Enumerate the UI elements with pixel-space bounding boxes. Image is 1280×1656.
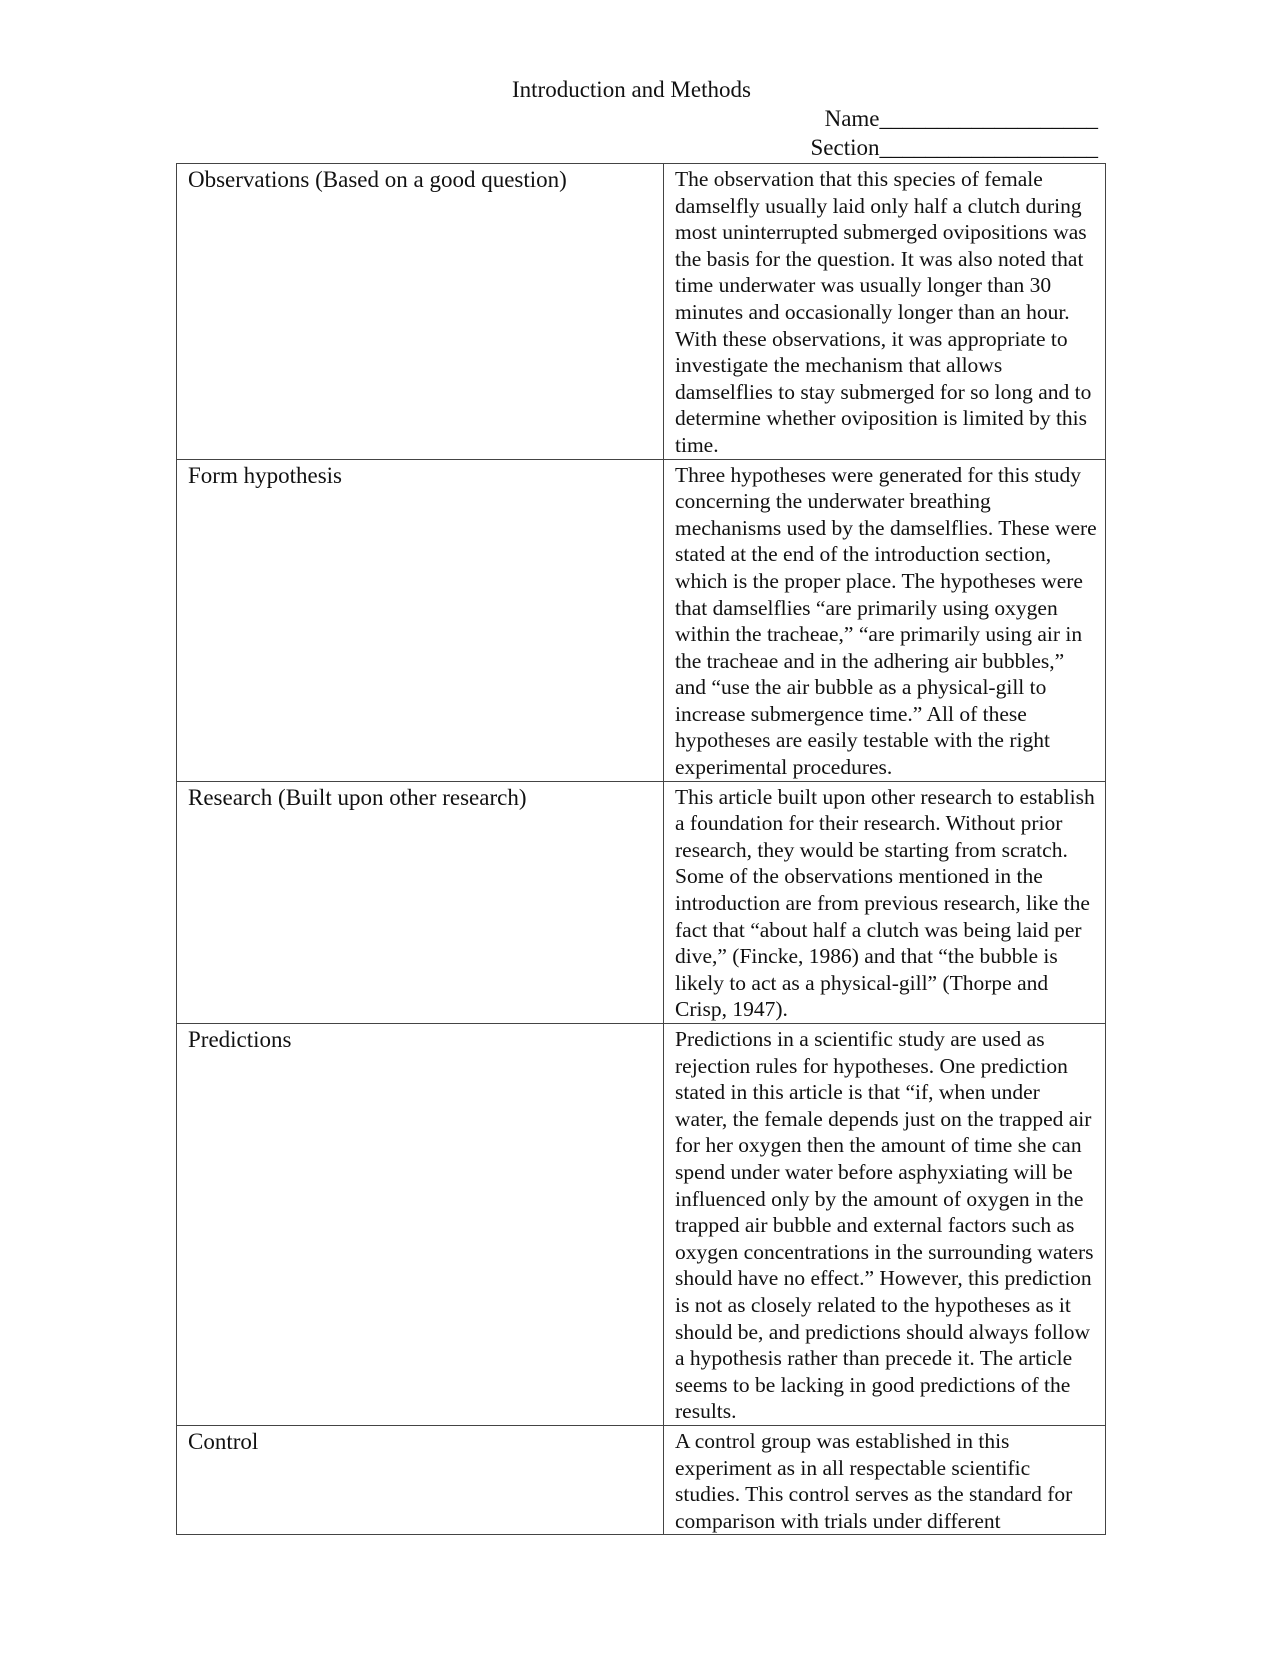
table-row-research: [177, 781, 1106, 1023]
row-label: Observations (Based on a good question): [177, 164, 664, 460]
row-label: Research (Built upon other research): [177, 781, 664, 1023]
table-row-control: [177, 1425, 1106, 1534]
table-row-predictions: [177, 1024, 1106, 1426]
row-content: Predictions in a scientific study are used as rejection rules for hypotheses. One prediction stated in this article is that “if, when under water, the female depends just on the trapped air for her oxygen then the amount of time she can spend under water before asphyxiating will be influenced only by the amount of oxygen in the trapped air bubble and external factors such as oxygen concentrations in the surrounding waters should have no effect.” However, this prediction is not as closely related to the hypotheses as it should be, and predictions should always follow a hypothesis rather than precede it. The article seems to be lacking in good predictions of the results.: [664, 1024, 1106, 1426]
row-label: Control: [177, 1425, 664, 1534]
row-label: Form hypothesis: [177, 459, 664, 781]
worksheet-table: [176, 163, 1106, 1535]
name-field-label: Name___________________: [824, 106, 1098, 131]
section-field-label: Section___________________: [810, 135, 1098, 160]
table-row-hypothesis: [177, 459, 1106, 781]
row-content: A control group was established in this experiment as in all respectable scientific studies. This control serves as the standard for comparison with trials under different: [664, 1425, 1106, 1534]
row-label: Predictions: [177, 1024, 664, 1426]
table-row-observations: [177, 164, 1106, 460]
page-title: Introduction and Methods: [512, 77, 751, 102]
row-content: The observation that this species of female damselfly usually laid only half a clutch during most uninterrupted submerged ovipositions was the basis for the question. It was also noted that time underwater was usually longer than 30 minutes and occasionally longer than an hour. With these observations, it was appropriate to investigate the mechanism that allows damselflies to stay submerged for so long and to determine whether oviposition is limited by this time.: [664, 164, 1106, 460]
row-content: This article built upon other research to establish a foundation for their research. Without prior research, they would be starting from scratch. Some of the observations mentioned in the introduction are from previous research, like the fact that “about half a clutch was being laid per dive,” (Fincke, 1986) and that “the bubble is likely to act as a physical-gill” (Thorpe and Crisp, 1947).: [664, 781, 1106, 1023]
row-content: Three hypotheses were generated for this study concerning the underwater breathing mechanisms used by the damselflies. These were stated at the end of the introduction section, which is the proper place. The hypotheses were that damselflies “are primarily using oxygen within the tracheae,” “are primarily using air in the tracheae and in the adhering air bubbles,” and “use the air bubble as a physical-gill to increase submergence time.” All of these hypotheses are easily testable with the right experimental procedures.: [664, 459, 1106, 781]
